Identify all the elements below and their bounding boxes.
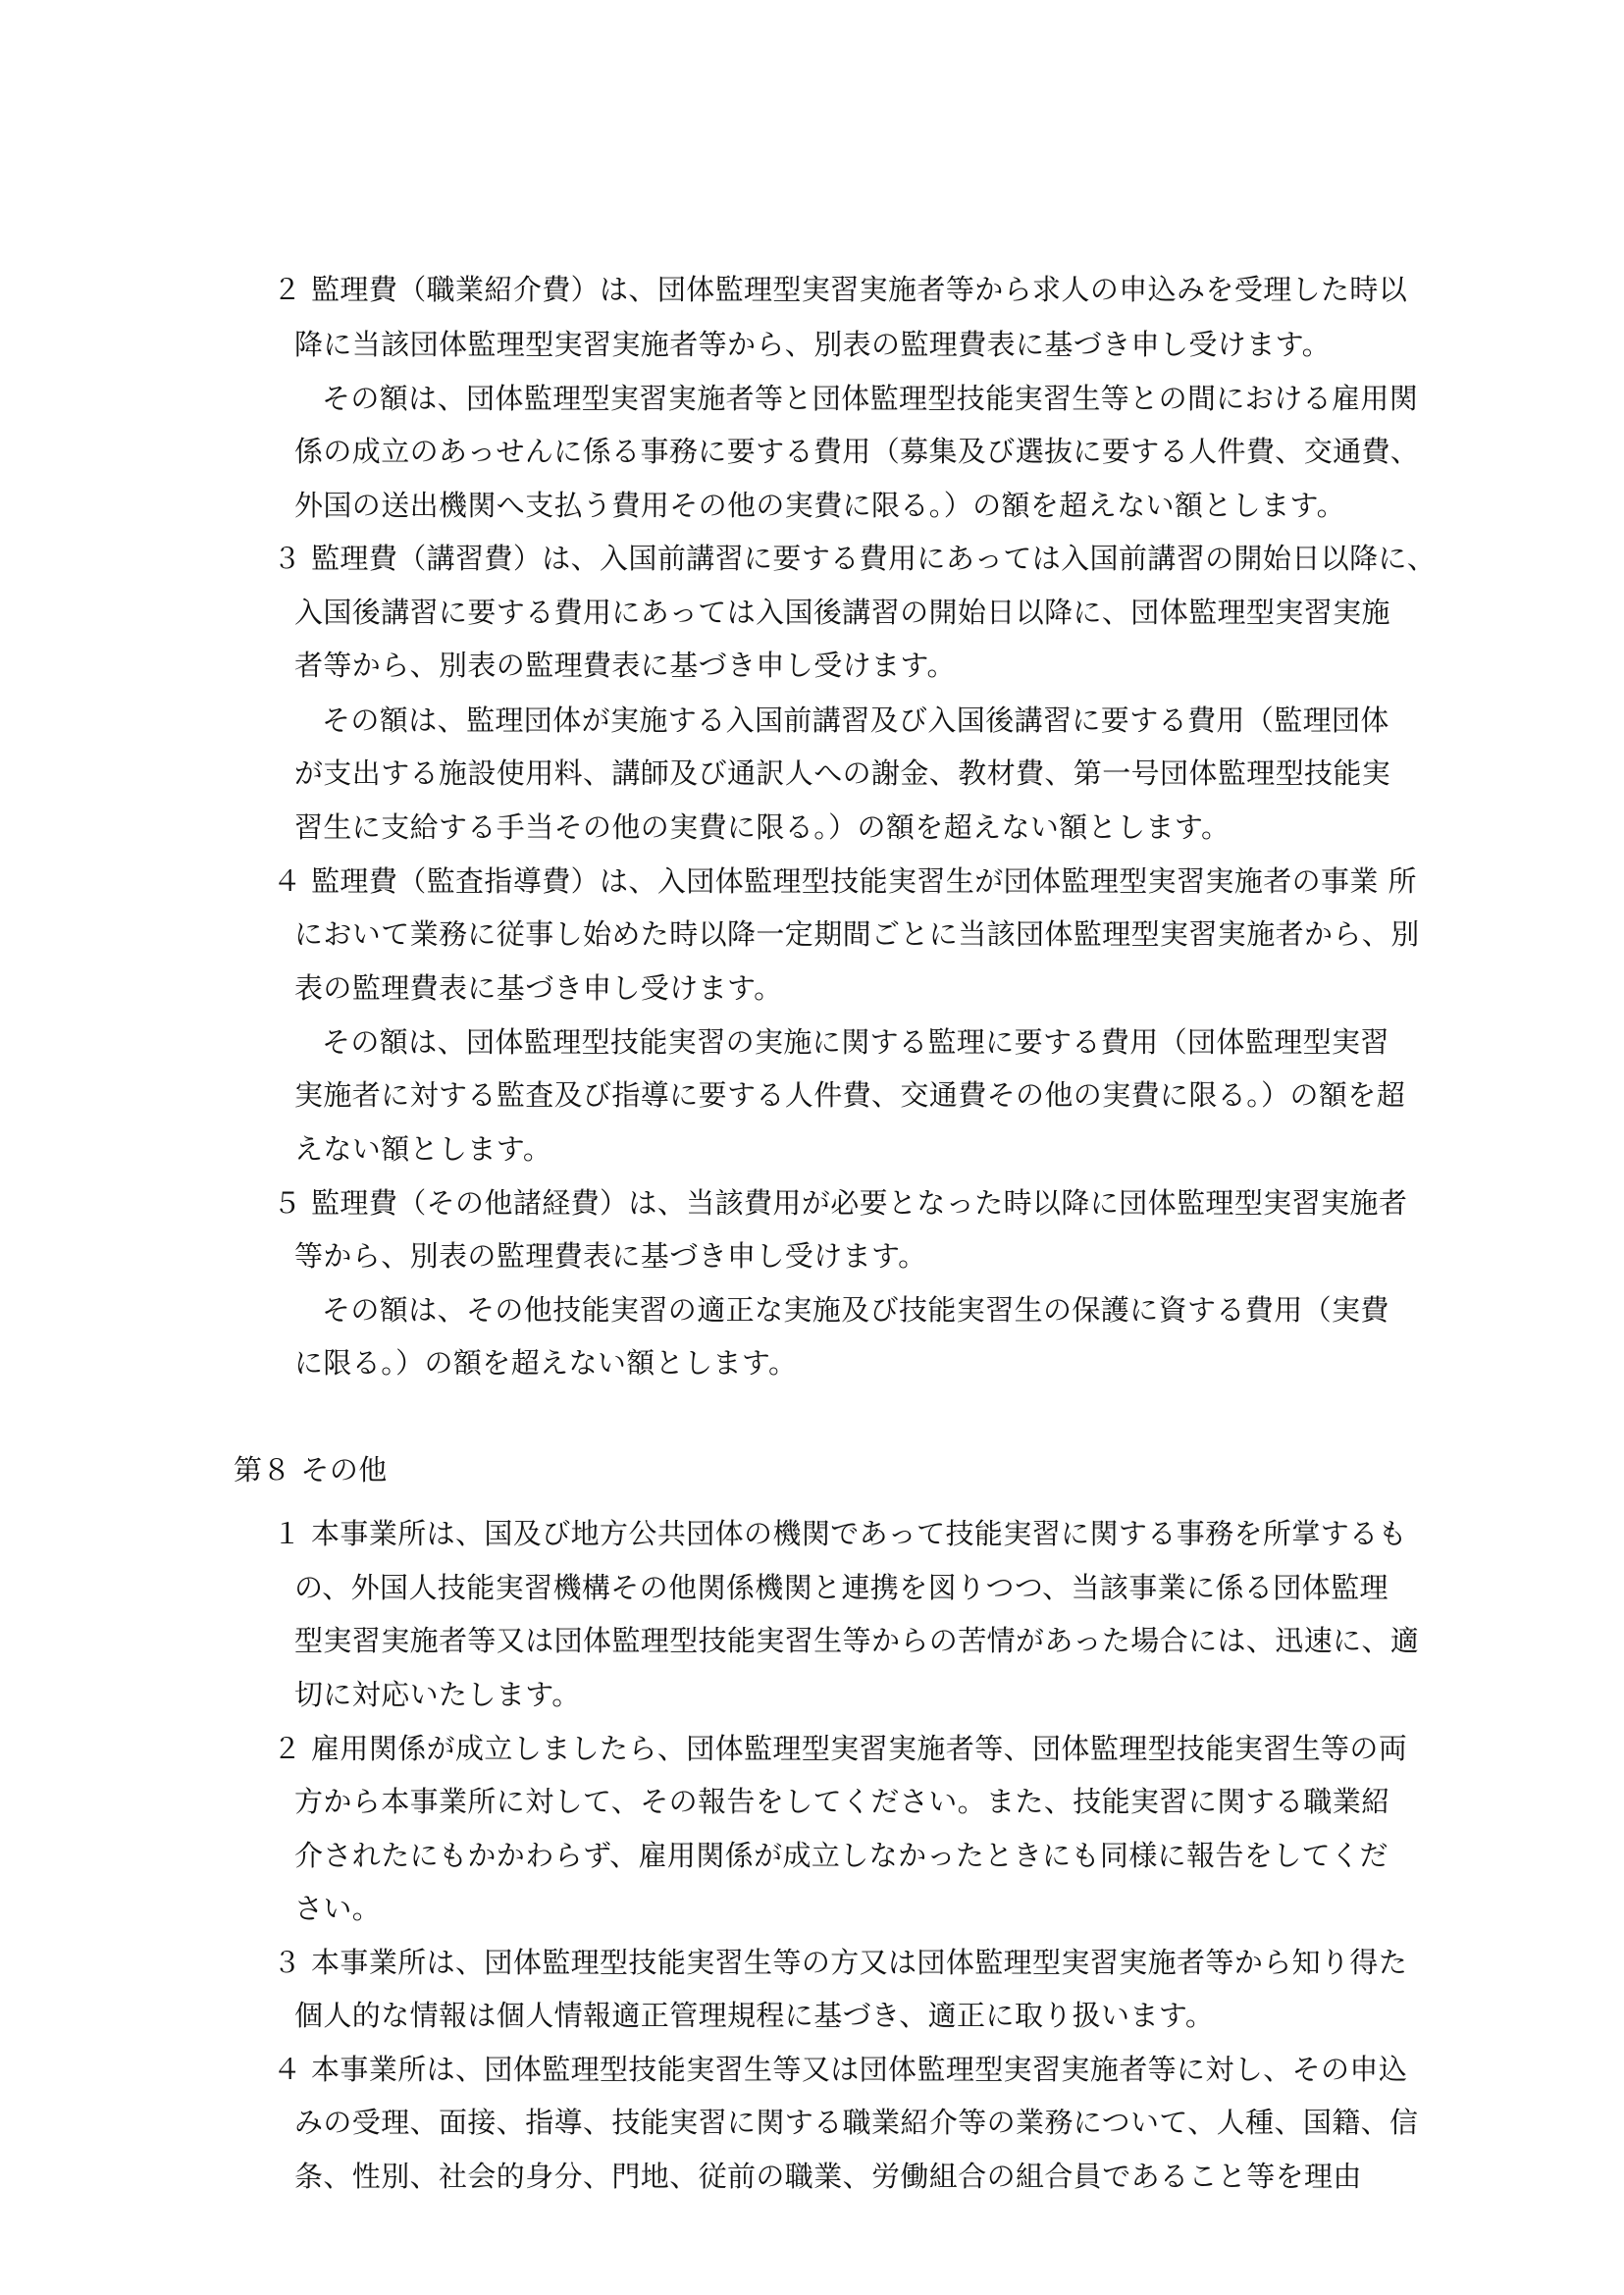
fee-item-4-line-3: 表の監理費表に基づき申し受けます。: [294, 971, 783, 1005]
section-8-heading: 第８ その他: [234, 1453, 388, 1487]
other-item-4-line-1: ４ 本事業所は、団体監理型技能実習生等又は団体監理型実習実施者等に対し、その申込: [273, 2053, 1408, 2086]
fee-item-4-line-1: ４ 監理費（監査指導費）は、入団体監理型技能実習生が団体監理型実習実施者の事業 所: [273, 864, 1417, 898]
fee-item-3-line-4: その額は、監理団体が実施する入国前講習及び入国後講習に要する費用（監理団体: [322, 704, 1389, 737]
other-item-3-line-2: 個人的な情報は個人情報適正管理規程に基づき、適正に取り扱います。: [294, 1999, 1215, 2032]
fee-item-3-line-6: 習生に支給する手当その他の実費に限る。）の額を超えない額とします。: [294, 810, 1231, 844]
other-item-1-line-2: の、外国人技能実習機構その他関係機関と連携を図りつつ、当該事業に係る団体監理: [294, 1571, 1388, 1604]
other-item-3-line-1: ３ 本事業所は、団体監理型技能実習生等の方又は団体監理型実習実施者等から知り得た: [273, 1946, 1408, 1979]
fee-item-3-line-5: が支出する施設使用料、講師及び通訳人への謝金、教材費、第一号団体監理型技能実: [294, 756, 1391, 790]
other-item-2-line-2: 方から本事業所に対して、その報告をしてください。また、技能実習に関する職業紹: [294, 1785, 1390, 1818]
fee-item-2-line-3: その額は、団体監理型実習実施者等と団体監理型技能実習生等との間における雇用関: [322, 382, 1419, 415]
fee-item-3-line-3: 者等から、別表の監理費表に基づき申し受けます。: [294, 649, 956, 682]
fee-item-5-line-2: 等から、別表の監理費表に基づき申し受けます。: [294, 1239, 927, 1273]
fee-item-3-line-2: 入国後講習に要する費用にあっては入国後講習の開始日以降に、団体監理型実習実施: [294, 596, 1390, 629]
fee-item-5-line-1: ５ 監理費（その他諸経費）は、当該費用が必要となった時以降に団体監理型実習実施者: [273, 1186, 1408, 1220]
fee-item-4-line-6: えない額とします。: [294, 1132, 552, 1166]
fee-item-5-line-4: に限る。）の額を超えない額とします。: [294, 1346, 798, 1380]
other-item-1-line-1: １ 本事業所は、国及び地方公共団体の機関であって技能実習に関する事務を所掌するも: [273, 1517, 1407, 1550]
other-item-1-line-3: 型実習実施者等又は団体監理型技能実習生等からの苦情があった場合には、迅速に、適: [294, 1624, 1420, 1657]
fee-item-2-line-2: 降に当該団体監理型実習実施者等から、別表の監理費表に基づき申し受けます。: [294, 328, 1332, 361]
other-item-2-line-1: ２ 雇用関係が成立しましたら、団体監理型実習実施者等、団体監理型技能実習生等の両: [273, 1732, 1408, 1765]
other-item-4-line-2: みの受理、面接、指導、技能実習に関する職業紹介等の業務について、人種、国籍、信: [294, 2106, 1419, 2139]
other-item-2-line-3: 介されたにもかかわらず、雇用関係が成立しなかったときにも同様に報告をしてくだ: [294, 1839, 1388, 1872]
other-item-1-line-4: 切に対応いたします。: [294, 1678, 581, 1711]
fee-item-2-line-5: 外国の送出機関へ支払う費用その他の実費に限る。）の額を超えない額とします。: [294, 489, 1345, 522]
other-item-2-line-4: さい。: [294, 1892, 382, 1925]
fee-item-2-line-1: ２ 監理費（職業紹介費）は、団体監理型実習実施者等から求人の申込みを受理した時以: [273, 273, 1408, 306]
fee-item-4-line-4: その額は、団体監理型技能実習の実施に関する監理に要する費用（団体監理型実習: [322, 1025, 1389, 1059]
fee-item-5-line-3: その額は、その他技能実習の適正な実施及び技能実習生の保護に資する費用（実費: [322, 1293, 1389, 1327]
fee-item-3-line-1: ３ 監理費（講習費）は、入国前講習に要する費用にあっては入国前講習の開始日以降に、: [273, 542, 1437, 575]
fee-item-4-line-5: 実施者に対する監査及び指導に要する人件費、交通費その他の実費に限る。）の額を超: [294, 1078, 1406, 1112]
other-item-4-line-3: 条、性別、社会的身分、門地、従前の職業、労働組合の組合員であること等を理由: [294, 2160, 1362, 2193]
fee-item-4-line-2: において業務に従事し始めた時以降一定期間ごとに当該団体監理型実習実施者から、別: [294, 917, 1420, 951]
fee-item-2-line-4: 係の成立のあっせんに係る事務に要する費用（募集及び選抜に要する人件費、交通費、: [294, 435, 1420, 468]
